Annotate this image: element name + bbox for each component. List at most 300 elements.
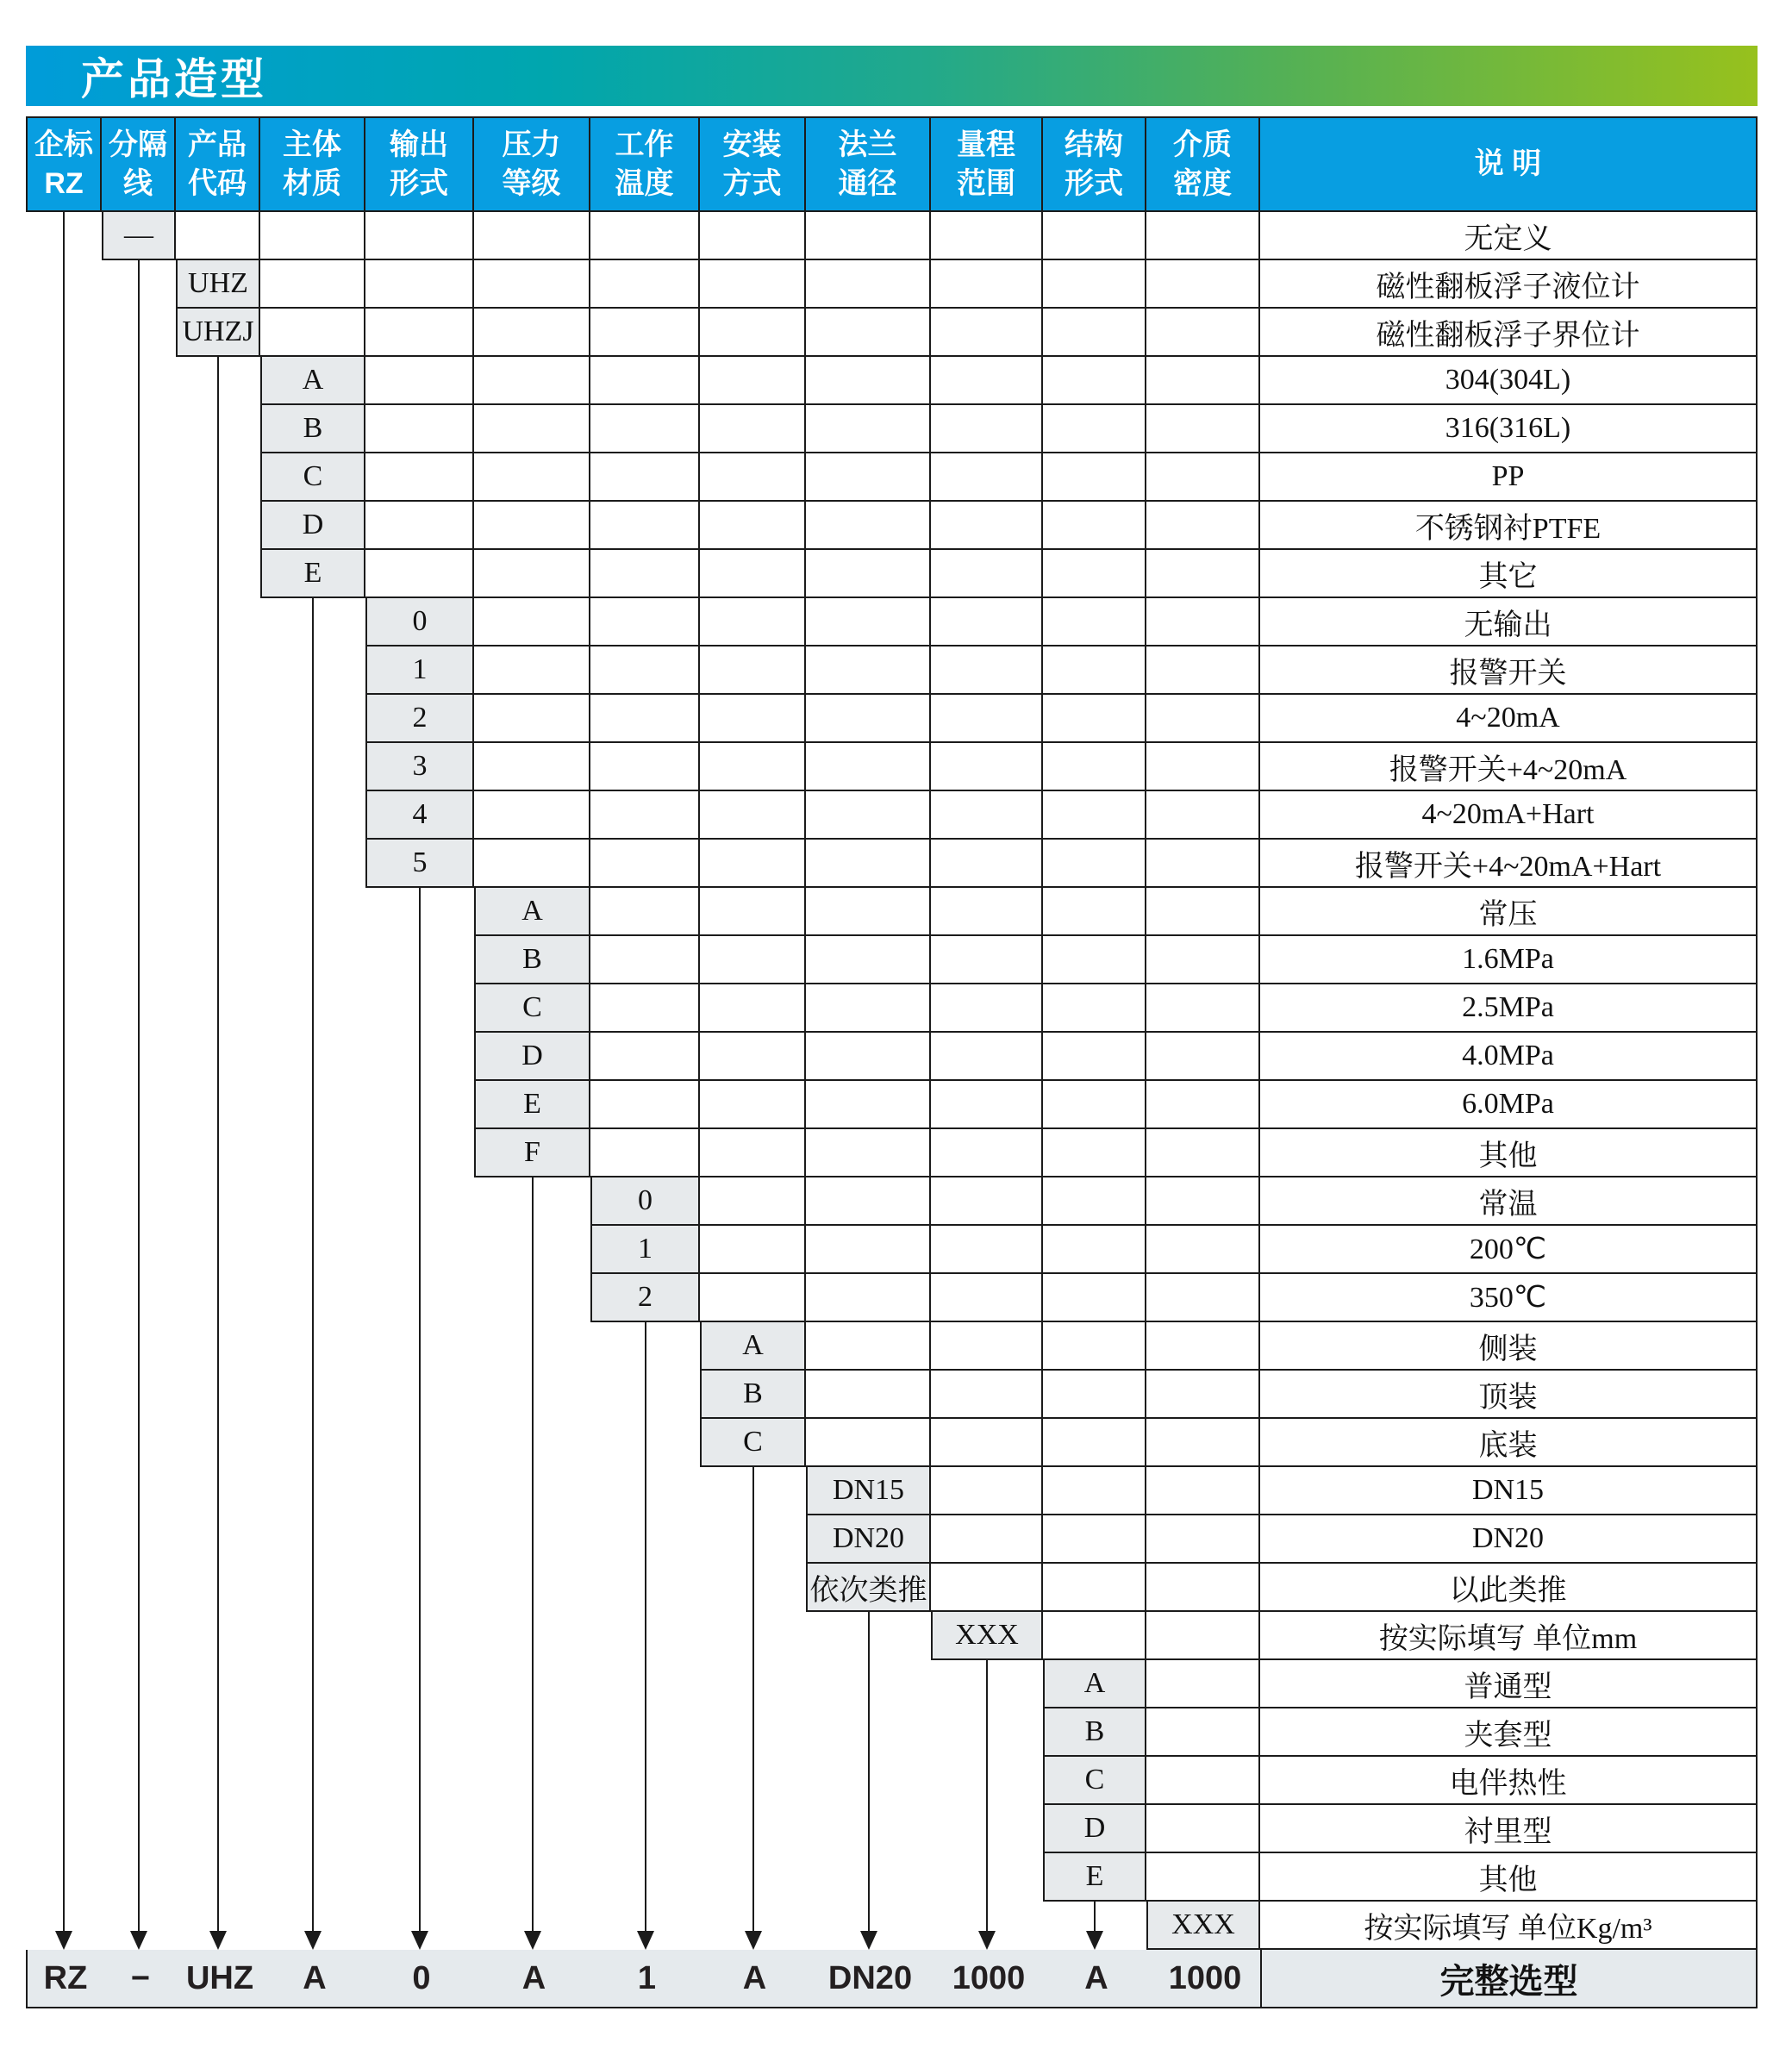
row-spacer bbox=[26, 550, 260, 598]
row-spacer bbox=[26, 260, 176, 309]
option-row bbox=[26, 405, 1758, 453]
header-cell: 安装 方式 bbox=[700, 116, 806, 212]
grid-cell bbox=[1043, 936, 1146, 984]
grid-cell bbox=[931, 357, 1043, 405]
row-spacer bbox=[26, 1322, 700, 1371]
grid-cell bbox=[931, 984, 1043, 1033]
option-row bbox=[26, 646, 1758, 695]
option-code-cell: 4 bbox=[365, 791, 474, 840]
option-code-cell: C bbox=[474, 984, 590, 1033]
grid-cell bbox=[806, 743, 931, 791]
grid-cell bbox=[700, 550, 806, 598]
grid-cell bbox=[365, 212, 474, 260]
grid-cell bbox=[931, 598, 1043, 646]
grid-cell bbox=[1146, 1419, 1260, 1467]
grid-cell bbox=[590, 453, 700, 502]
row-spacer bbox=[26, 1708, 1043, 1757]
grid-cell bbox=[1043, 598, 1146, 646]
option-desc-cell: DN15 bbox=[1260, 1467, 1758, 1515]
grid-cell bbox=[1043, 1274, 1146, 1322]
grid-cell bbox=[1146, 598, 1260, 646]
grid-cell bbox=[700, 260, 806, 309]
grid-cell bbox=[806, 695, 931, 743]
option-code-cell: 1 bbox=[365, 646, 474, 695]
grid-cell bbox=[1043, 405, 1146, 453]
grid-cell bbox=[806, 212, 931, 260]
grid-cell bbox=[1146, 984, 1260, 1033]
grid-cell bbox=[590, 1129, 700, 1177]
option-code-cell: F bbox=[474, 1129, 590, 1177]
footer-code-value: 0 bbox=[412, 1959, 431, 1996]
option-code-cell: B bbox=[260, 405, 365, 453]
grid-cell bbox=[700, 502, 806, 550]
grid-cell bbox=[806, 309, 931, 357]
option-row bbox=[26, 212, 1758, 260]
option-code-cell: 3 bbox=[365, 743, 474, 791]
footer-code-value: 1000 bbox=[952, 1959, 1026, 1996]
grid-cell bbox=[700, 1177, 806, 1226]
option-code-cell: C bbox=[1043, 1757, 1146, 1805]
option-code-cell: E bbox=[1043, 1853, 1146, 1902]
arrow-down-icon bbox=[411, 1931, 428, 1950]
guide-line bbox=[868, 1612, 870, 1931]
grid-cell bbox=[700, 984, 806, 1033]
row-spacer bbox=[26, 1515, 806, 1564]
guide-line bbox=[419, 888, 421, 1931]
grid-cell bbox=[365, 357, 474, 405]
grid-cell bbox=[1146, 1708, 1260, 1757]
grid-cell bbox=[1146, 212, 1260, 260]
grid-cell bbox=[590, 888, 700, 936]
option-row bbox=[26, 1033, 1758, 1081]
grid-cell bbox=[1146, 357, 1260, 405]
footer-code-value: 1000 bbox=[1168, 1959, 1242, 1996]
option-desc-cell: 1.6MPa bbox=[1260, 936, 1758, 984]
grid-cell bbox=[1146, 453, 1260, 502]
option-desc-cell: 6.0MPa bbox=[1260, 1081, 1758, 1129]
grid-cell bbox=[806, 453, 931, 502]
grid-cell bbox=[806, 405, 931, 453]
grid-cell bbox=[700, 695, 806, 743]
grid-cell bbox=[1043, 840, 1146, 888]
row-spacer bbox=[26, 695, 365, 743]
grid-cell bbox=[1146, 743, 1260, 791]
arrow-down-icon bbox=[1086, 1931, 1103, 1950]
option-code-cell: 2 bbox=[590, 1274, 700, 1322]
option-code-cell: A bbox=[474, 888, 590, 936]
grid-cell bbox=[931, 1564, 1043, 1612]
option-desc-cell: 其它 bbox=[1260, 550, 1758, 598]
grid-cell bbox=[806, 791, 931, 840]
grid-cell bbox=[700, 598, 806, 646]
option-row bbox=[26, 1081, 1758, 1129]
option-code-cell: E bbox=[260, 550, 365, 598]
grid-cell bbox=[1146, 1274, 1260, 1322]
grid-cell bbox=[700, 1274, 806, 1322]
option-row bbox=[26, 1371, 1758, 1419]
grid-cell bbox=[1043, 357, 1146, 405]
model-selection-table bbox=[26, 116, 1758, 2008]
table-header-row bbox=[26, 116, 1758, 212]
grid-cell bbox=[1146, 1612, 1260, 1660]
grid-cell bbox=[806, 502, 931, 550]
grid-cell bbox=[1146, 1371, 1260, 1419]
option-desc-cell: 常温 bbox=[1260, 1177, 1758, 1226]
option-desc-cell: 底装 bbox=[1260, 1419, 1758, 1467]
row-spacer bbox=[26, 1564, 806, 1612]
row-spacer bbox=[26, 888, 474, 936]
grid-cell bbox=[590, 212, 700, 260]
option-code-cell: XXX bbox=[1146, 1902, 1260, 1950]
grid-cell bbox=[590, 1081, 700, 1129]
grid-cell bbox=[700, 453, 806, 502]
grid-cell bbox=[931, 550, 1043, 598]
grid-cell bbox=[1043, 502, 1146, 550]
option-desc-cell: 报警开关+4~20mA+Hart bbox=[1260, 840, 1758, 888]
row-spacer bbox=[26, 1612, 931, 1660]
grid-cell bbox=[931, 791, 1043, 840]
grid-cell bbox=[590, 695, 700, 743]
option-row bbox=[26, 936, 1758, 984]
option-code-cell: D bbox=[1043, 1805, 1146, 1853]
grid-cell bbox=[1043, 888, 1146, 936]
grid-cell bbox=[1043, 309, 1146, 357]
option-desc-cell: 4.0MPa bbox=[1260, 1033, 1758, 1081]
grid-cell bbox=[700, 936, 806, 984]
grid-cell bbox=[806, 1033, 931, 1081]
grid-cell bbox=[700, 888, 806, 936]
option-row bbox=[26, 888, 1758, 936]
option-row bbox=[26, 1274, 1758, 1322]
grid-cell bbox=[1043, 1322, 1146, 1371]
grid-cell bbox=[474, 260, 590, 309]
option-code-cell: 0 bbox=[365, 598, 474, 646]
grid-cell bbox=[931, 212, 1043, 260]
header-cell: 法兰 通径 bbox=[806, 116, 931, 212]
grid-cell bbox=[700, 357, 806, 405]
grid-cell bbox=[931, 1515, 1043, 1564]
guide-line bbox=[63, 212, 65, 1931]
grid-cell bbox=[931, 1371, 1043, 1419]
row-spacer bbox=[26, 984, 474, 1033]
option-code-cell: DN15 bbox=[806, 1467, 931, 1515]
grid-cell bbox=[700, 212, 806, 260]
guide-line bbox=[752, 1467, 754, 1931]
option-row bbox=[26, 743, 1758, 791]
grid-cell bbox=[931, 936, 1043, 984]
footer-code-value: UHZ bbox=[185, 1959, 254, 1996]
grid-cell bbox=[1146, 1177, 1260, 1226]
option-desc-cell: 磁性翻板浮子液位计 bbox=[1260, 260, 1758, 309]
header-cell: 企标 RZ bbox=[26, 116, 102, 212]
header-cell: 介质 密度 bbox=[1146, 116, 1260, 212]
grid-cell bbox=[474, 550, 590, 598]
option-desc-cell: 不锈钢衬PTFE bbox=[1260, 502, 1758, 550]
row-spacer bbox=[26, 502, 260, 550]
option-desc-cell: 4~20mA bbox=[1260, 695, 1758, 743]
header-cell: 压力 等级 bbox=[474, 116, 590, 212]
grid-cell bbox=[590, 405, 700, 453]
grid-cell bbox=[474, 840, 590, 888]
option-desc-cell: 无定义 bbox=[1260, 212, 1758, 260]
grid-cell bbox=[931, 502, 1043, 550]
grid-cell bbox=[1043, 1564, 1146, 1612]
grid-cell bbox=[1146, 791, 1260, 840]
grid-cell bbox=[590, 646, 700, 695]
grid-cell bbox=[590, 936, 700, 984]
grid-cell bbox=[1043, 1226, 1146, 1274]
option-code-cell: E bbox=[474, 1081, 590, 1129]
grid-cell bbox=[474, 695, 590, 743]
grid-cell bbox=[1043, 695, 1146, 743]
option-code-cell: C bbox=[260, 453, 365, 502]
grid-cell bbox=[931, 1129, 1043, 1177]
grid-cell bbox=[1043, 791, 1146, 840]
option-desc-cell: 其他 bbox=[1260, 1129, 1758, 1177]
option-desc-cell: 电伴热性 bbox=[1260, 1757, 1758, 1805]
guide-line bbox=[217, 357, 219, 1931]
grid-cell bbox=[700, 646, 806, 695]
grid-cell bbox=[931, 646, 1043, 695]
table-body bbox=[26, 212, 1758, 1950]
row-spacer bbox=[26, 791, 365, 840]
grid-cell bbox=[474, 309, 590, 357]
grid-cell bbox=[931, 1419, 1043, 1467]
grid-cell bbox=[806, 1177, 931, 1226]
header-cell: 说 明 bbox=[1260, 116, 1758, 212]
arrow-down-icon bbox=[524, 1931, 541, 1950]
grid-cell bbox=[590, 1033, 700, 1081]
grid-cell bbox=[1146, 405, 1260, 453]
option-row bbox=[26, 1902, 1758, 1950]
row-spacer bbox=[26, 598, 365, 646]
grid-cell bbox=[806, 646, 931, 695]
footer-code-value: − bbox=[130, 1959, 151, 1996]
grid-cell bbox=[931, 453, 1043, 502]
grid-cell bbox=[590, 791, 700, 840]
option-desc-cell: PP bbox=[1260, 453, 1758, 502]
option-desc-cell: 侧装 bbox=[1260, 1322, 1758, 1371]
option-row bbox=[26, 260, 1758, 309]
grid-cell bbox=[1043, 743, 1146, 791]
grid-cell bbox=[806, 1322, 931, 1371]
option-desc-cell: 顶装 bbox=[1260, 1371, 1758, 1419]
option-row bbox=[26, 502, 1758, 550]
option-desc-cell: 报警开关+4~20mA bbox=[1260, 743, 1758, 791]
grid-cell bbox=[365, 453, 474, 502]
grid-cell bbox=[1043, 1515, 1146, 1564]
grid-cell bbox=[1043, 1081, 1146, 1129]
grid-cell bbox=[1146, 1226, 1260, 1274]
row-spacer bbox=[26, 405, 260, 453]
option-code-cell: 2 bbox=[365, 695, 474, 743]
grid-cell bbox=[931, 1274, 1043, 1322]
grid-cell bbox=[1146, 260, 1260, 309]
grid-cell bbox=[700, 743, 806, 791]
option-desc-cell: 报警开关 bbox=[1260, 646, 1758, 695]
grid-cell bbox=[260, 309, 365, 357]
guide-line bbox=[645, 1322, 646, 1931]
grid-cell bbox=[931, 840, 1043, 888]
grid-cell bbox=[1043, 1177, 1146, 1226]
option-row bbox=[26, 309, 1758, 357]
grid-cell bbox=[931, 695, 1043, 743]
grid-cell bbox=[931, 405, 1043, 453]
grid-cell bbox=[365, 502, 474, 550]
option-desc-cell: 磁性翻板浮子界位计 bbox=[1260, 309, 1758, 357]
option-desc-cell: 其他 bbox=[1260, 1853, 1758, 1902]
row-spacer bbox=[26, 1853, 1043, 1902]
grid-cell bbox=[1043, 1612, 1146, 1660]
option-code-cell: C bbox=[700, 1419, 806, 1467]
option-code-cell: D bbox=[260, 502, 365, 550]
footer-code-value: A bbox=[742, 1959, 767, 1996]
grid-cell bbox=[806, 550, 931, 598]
header-cell: 分隔 线 bbox=[102, 116, 176, 212]
footer-code-strip bbox=[26, 1950, 1260, 2008]
grid-cell bbox=[931, 1322, 1043, 1371]
option-desc-cell: 2.5MPa bbox=[1260, 984, 1758, 1033]
option-code-cell: B bbox=[700, 1371, 806, 1419]
option-row bbox=[26, 598, 1758, 646]
footer-code-value: 1 bbox=[637, 1959, 657, 1996]
grid-cell bbox=[1146, 1467, 1260, 1515]
guide-line bbox=[532, 1177, 534, 1931]
row-spacer bbox=[26, 1419, 700, 1467]
option-desc-cell: 304(304L) bbox=[1260, 357, 1758, 405]
grid-cell bbox=[700, 1081, 806, 1129]
grid-cell bbox=[806, 598, 931, 646]
grid-cell bbox=[365, 309, 474, 357]
option-row bbox=[26, 453, 1758, 502]
grid-cell bbox=[806, 1226, 931, 1274]
option-desc-cell: 以此类推 bbox=[1260, 1564, 1758, 1612]
option-code-cell: A bbox=[1043, 1660, 1146, 1708]
grid-cell bbox=[1146, 1515, 1260, 1564]
header-cell: 输出 形式 bbox=[365, 116, 474, 212]
grid-cell bbox=[806, 1274, 931, 1322]
guide-line bbox=[138, 260, 140, 1931]
option-row bbox=[26, 984, 1758, 1033]
option-code-cell: DN20 bbox=[806, 1515, 931, 1564]
grid-cell bbox=[474, 646, 590, 695]
grid-cell bbox=[806, 260, 931, 309]
grid-cell bbox=[931, 1177, 1043, 1226]
grid-cell bbox=[474, 791, 590, 840]
option-code-cell: A bbox=[260, 357, 365, 405]
grid-cell bbox=[590, 840, 700, 888]
grid-cell bbox=[1146, 1033, 1260, 1081]
option-row bbox=[26, 1226, 1758, 1274]
footer-code-value: A bbox=[1084, 1959, 1108, 1996]
grid-cell bbox=[806, 1371, 931, 1419]
grid-cell bbox=[365, 260, 474, 309]
footer-code-value: RZ bbox=[43, 1959, 88, 1996]
option-desc-cell: 200℃ bbox=[1260, 1226, 1758, 1274]
grid-cell bbox=[474, 405, 590, 453]
grid-cell bbox=[590, 502, 700, 550]
arrow-down-icon bbox=[209, 1931, 227, 1950]
grid-cell bbox=[931, 743, 1043, 791]
grid-cell bbox=[1043, 550, 1146, 598]
option-desc-cell: DN20 bbox=[1260, 1515, 1758, 1564]
guide-line bbox=[312, 598, 314, 1931]
arrow-down-icon bbox=[130, 1931, 147, 1950]
grid-cell bbox=[474, 502, 590, 550]
grid-cell bbox=[1146, 1322, 1260, 1371]
grid-cell bbox=[1043, 212, 1146, 260]
grid-cell bbox=[590, 743, 700, 791]
row-spacer bbox=[26, 309, 176, 357]
option-desc-cell: 350℃ bbox=[1260, 1274, 1758, 1322]
header-cell: 产品 代码 bbox=[176, 116, 260, 212]
grid-cell bbox=[806, 1419, 931, 1467]
option-row bbox=[26, 1322, 1758, 1371]
option-desc-cell: 无输出 bbox=[1260, 598, 1758, 646]
option-row bbox=[26, 1757, 1758, 1805]
option-row bbox=[26, 1612, 1758, 1660]
option-code-cell: — bbox=[102, 212, 176, 260]
grid-cell bbox=[1043, 984, 1146, 1033]
option-row bbox=[26, 1515, 1758, 1564]
guide-line bbox=[1094, 1902, 1096, 1931]
grid-cell bbox=[1146, 1081, 1260, 1129]
option-row bbox=[26, 1708, 1758, 1757]
row-spacer bbox=[26, 357, 260, 405]
row-spacer bbox=[26, 1757, 1043, 1805]
grid-cell bbox=[700, 1226, 806, 1274]
grid-cell bbox=[590, 357, 700, 405]
grid-cell bbox=[590, 260, 700, 309]
table-footer-row bbox=[26, 1950, 1758, 2008]
grid-cell bbox=[1043, 1033, 1146, 1081]
footer-label: 完整选型 bbox=[1260, 1950, 1758, 2008]
grid-cell bbox=[1146, 695, 1260, 743]
grid-cell bbox=[1146, 309, 1260, 357]
grid-cell bbox=[700, 405, 806, 453]
section-banner bbox=[26, 46, 1758, 106]
grid-cell bbox=[1146, 502, 1260, 550]
option-desc-cell: 4~20mA+Hart bbox=[1260, 791, 1758, 840]
option-code-cell: 0 bbox=[590, 1177, 700, 1226]
grid-cell bbox=[260, 260, 365, 309]
option-row bbox=[26, 1419, 1758, 1467]
grid-cell bbox=[931, 888, 1043, 936]
row-spacer bbox=[26, 1129, 474, 1177]
option-row bbox=[26, 1564, 1758, 1612]
option-code-cell: B bbox=[474, 936, 590, 984]
grid-cell bbox=[806, 1129, 931, 1177]
grid-cell bbox=[931, 1033, 1043, 1081]
grid-cell bbox=[1043, 1371, 1146, 1419]
option-row bbox=[26, 1177, 1758, 1226]
grid-cell bbox=[1146, 1660, 1260, 1708]
option-code-cell: UHZ bbox=[176, 260, 260, 309]
option-row bbox=[26, 840, 1758, 888]
row-spacer bbox=[26, 1805, 1043, 1853]
grid-cell bbox=[806, 1081, 931, 1129]
arrow-down-icon bbox=[637, 1931, 654, 1950]
grid-cell bbox=[700, 309, 806, 357]
guide-line bbox=[986, 1660, 988, 1931]
option-desc-cell: 按实际填写 单位Kg/m³ bbox=[1260, 1902, 1758, 1950]
grid-cell bbox=[700, 840, 806, 888]
header-cell: 结构 形式 bbox=[1043, 116, 1146, 212]
arrow-down-icon bbox=[55, 1931, 72, 1950]
arrow-down-icon bbox=[304, 1931, 322, 1950]
row-spacer bbox=[26, 453, 260, 502]
grid-cell bbox=[1146, 1805, 1260, 1853]
